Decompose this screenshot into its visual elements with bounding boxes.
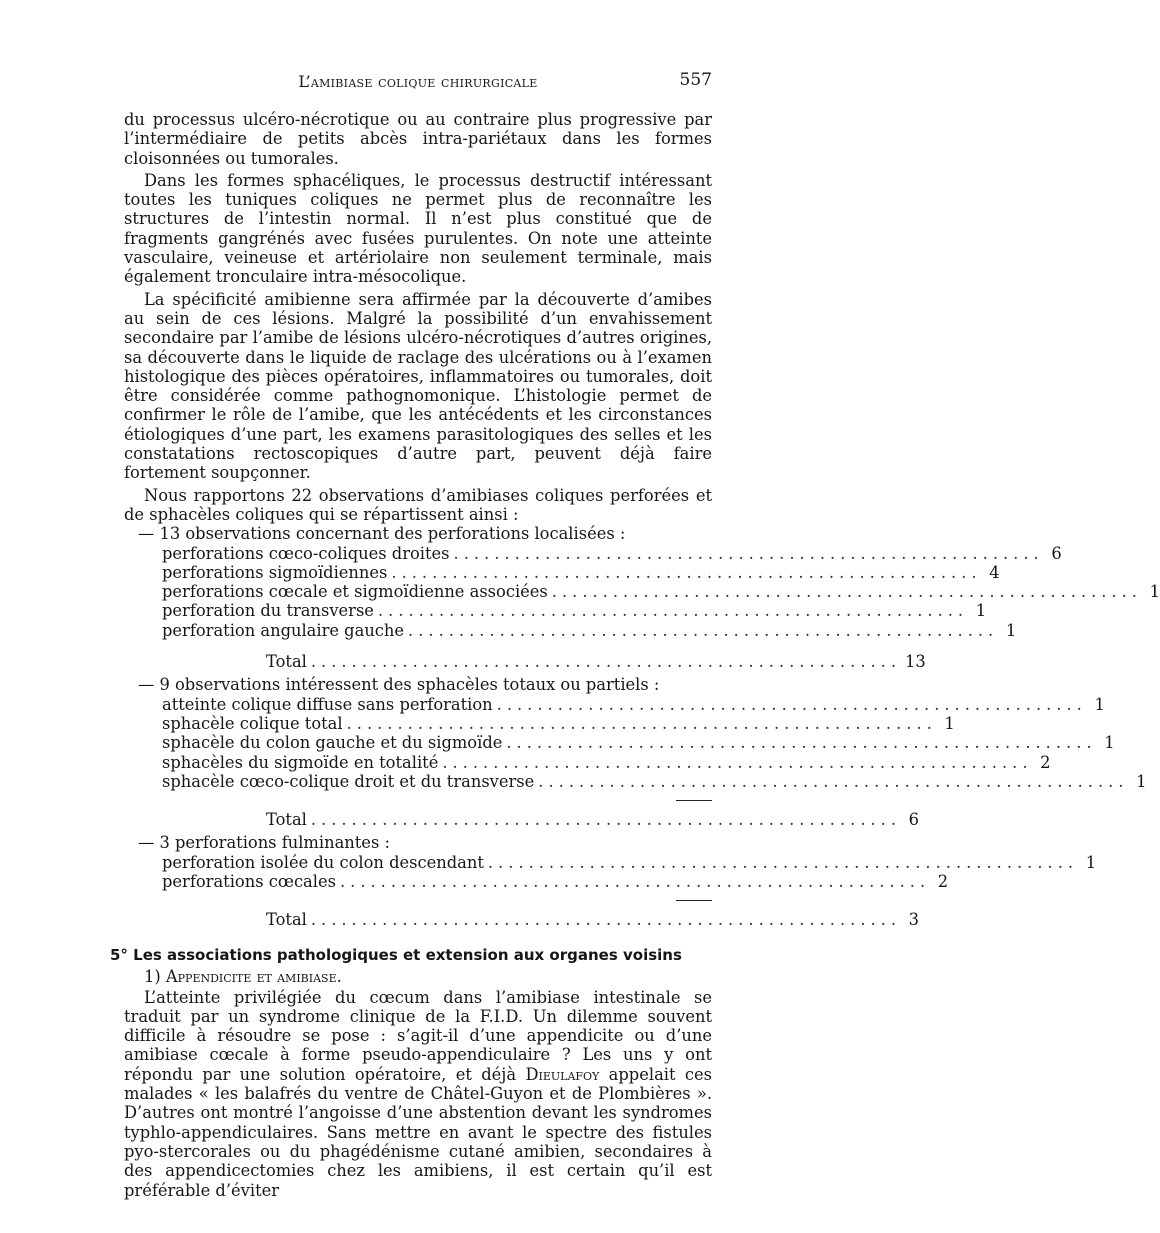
list-item xyxy=(124,871,949,891)
paragraph-text: L’atteinte privilégiée du cœcum dans l’amibiase intestinale se traduit par un syndrome clinique de la F.I.D. Un dilemme souvent difficile à résoudre se pose : s’agit-il d’une appendicite ou d’une amibiase cœcale à forme pseudo-appendiculaire ? Les uns y ont répondu par une solution opératoire, et déjà xyxy=(124,987,712,1084)
leader-dots: .......................................................... xyxy=(339,871,931,891)
item-count: 1 xyxy=(1085,852,1097,872)
leader-dots: .......................................................... xyxy=(442,752,1033,772)
observation-group xyxy=(124,524,1160,672)
item-label: perforations sigmoïdiennes xyxy=(162,562,388,582)
leader-dots: .......................................................... xyxy=(346,713,937,733)
leader-dots: .......................................................... xyxy=(377,601,969,621)
list-item xyxy=(124,694,1105,714)
paragraph-appendicitis xyxy=(124,988,712,1200)
item-label: perforations cœcales xyxy=(162,871,336,891)
leader-dots: .......................................................... xyxy=(453,543,1044,563)
total-label: Total xyxy=(266,652,307,672)
leader-dots: .......................................................... xyxy=(408,620,999,640)
total-row xyxy=(124,652,926,672)
section-heading: 5° Les associations pathologiques et extension aux organes voisins xyxy=(110,945,682,964)
item-count: 2 xyxy=(1040,752,1051,772)
leader-dots: .......................................................... xyxy=(496,694,1087,714)
item-count: 2 xyxy=(937,871,949,891)
item-label: sphacèle du colon gauche et du sigmoïde xyxy=(162,733,503,753)
list-item xyxy=(124,852,1097,872)
list-item xyxy=(124,771,1147,791)
observation-group xyxy=(124,833,1097,930)
observation-group xyxy=(124,675,1147,830)
list-item xyxy=(124,562,1000,582)
item-label: perforation du transverse xyxy=(162,601,374,621)
total-rule xyxy=(124,891,712,910)
item-count: 1 xyxy=(975,601,987,621)
leader-dots: .......................................................... xyxy=(310,810,902,830)
leader-dots: .......................................................... xyxy=(310,652,902,672)
item-label: sphacèles du sigmoïde en totalité xyxy=(162,752,439,772)
running-title: L’amibiase colique chirurgicale xyxy=(298,72,538,91)
paragraph-text: appelait ces malades « les balafrés du ventre de Châtel-Guyon et de Plombières ». D’autres ont montré l’angoisse d’une abstention devant les syndromes typhlo-appendiculaires. Sans mettre en avant le spectre des fistules pyo-stercorales ou du phagédénisme cutané amibien, secondaires à des appendicectomies chez les amibiens, il est certain qu’il est préférable d’éviter xyxy=(124,1064,712,1200)
group-intro: — 13 observations concernant des perforations localisées : xyxy=(138,524,626,544)
leader-dots: .......................................................... xyxy=(506,733,1097,753)
total-value: 13 xyxy=(905,652,926,672)
paragraph-sphacelic-forms: Dans les formes sphacéliques, le processus destructif intéressant toutes les tuniques coliques ne permet plus de reconnaître les structures de l’intestin normal. Il n’est plus constitué que de fragments gangrénés avec fusées purulentes. On note une atteinte vasculaire, veineuse et artériolaire non seulement terminale, mais également tronculaire intra-mésocolique. xyxy=(124,170,712,287)
item-label: perforations cœcale et sigmoïdienne associées xyxy=(162,582,548,602)
total-rule xyxy=(124,791,712,810)
leader-dots: .......................................................... xyxy=(487,852,1079,872)
list-item xyxy=(124,733,1115,753)
group-intro: — 3 perforations fulminantes : xyxy=(138,833,390,853)
total-row xyxy=(124,910,920,930)
item-label: sphacèle cœco-colique droit et du transverse xyxy=(162,771,535,791)
item-count: 1 xyxy=(1136,771,1147,791)
item-count: 6 xyxy=(1051,543,1062,563)
item-count: 1 xyxy=(1149,582,1160,602)
item-label: perforations cœco-coliques droites xyxy=(162,543,450,563)
item-count: 1 xyxy=(1094,694,1105,714)
list-item xyxy=(124,601,987,621)
paragraph-observations-intro: Nous rapportons 22 observations d’amibiases coliques perforées et de sphacèles coliques qui se répartissent ainsi : xyxy=(124,485,712,524)
total-label: Total xyxy=(266,910,307,930)
item-label: perforation angulaire gauche xyxy=(162,620,405,640)
leader-dots: .......................................................... xyxy=(538,771,1129,791)
leader-dots: .......................................................... xyxy=(391,562,982,582)
item-count: 1 xyxy=(1104,733,1115,753)
list-item xyxy=(124,543,1062,563)
total-label: Total xyxy=(266,810,307,830)
total-value: 6 xyxy=(908,810,920,830)
list-item xyxy=(124,752,1051,772)
paragraph-amoebic-specificity: La spécificité amibienne sera affirmée par la découverte d’amibes au sein de ces lésions. Malgré la possibilité d’un envahissement secondaire par l’amibe de lésions ulcéro-nécrotiques d’autres origines, sa découverte dans le liquide de raclage des ulcérations ou à l’examen histologique des pièces opératoires, inflammatoires ou tumorales, doit être considérée comme pathognomonique. L’histologie permet de confirmer le rôle de l’amibe, que les antécédents et les circonstances étiologiques d’une part, les examens parasitologiques des selles et les constatations rectoscopiques d’autre part, peuvent déjà faire fortement soupçonner. xyxy=(124,289,712,483)
item-count: 4 xyxy=(989,562,1000,582)
list-item xyxy=(124,582,1160,602)
item-label: sphacèle colique total xyxy=(162,713,343,733)
group-intro: — 9 observations intéressent des sphacèles totaux ou partiels : xyxy=(138,675,660,695)
leader-dots: .......................................................... xyxy=(310,910,902,930)
list-item xyxy=(124,620,1017,640)
total-value: 3 xyxy=(908,910,920,930)
running-header xyxy=(124,72,712,98)
page-number: 557 xyxy=(679,70,712,90)
item-count: 1 xyxy=(944,713,955,733)
subsection-heading: 1) Appendicite et amibiase. xyxy=(144,966,342,986)
leader-dots: .......................................................... xyxy=(551,582,1142,602)
item-count: 1 xyxy=(1005,620,1017,640)
item-label: atteinte colique diffuse sans perforation xyxy=(162,694,493,714)
paragraph-continuation: du processus ulcéro-nécrotique ou au contraire plus progressive par l’intermédiaire de petits abcès intra-pariétaux dans les formes cloisonnées ou tumorales. xyxy=(124,110,712,168)
item-label: perforation isolée du colon descendant xyxy=(162,852,484,872)
body-text xyxy=(110,110,1160,1200)
total-row xyxy=(124,810,920,830)
list-item xyxy=(124,713,955,733)
author-name: Dieulafoy xyxy=(525,1064,600,1084)
